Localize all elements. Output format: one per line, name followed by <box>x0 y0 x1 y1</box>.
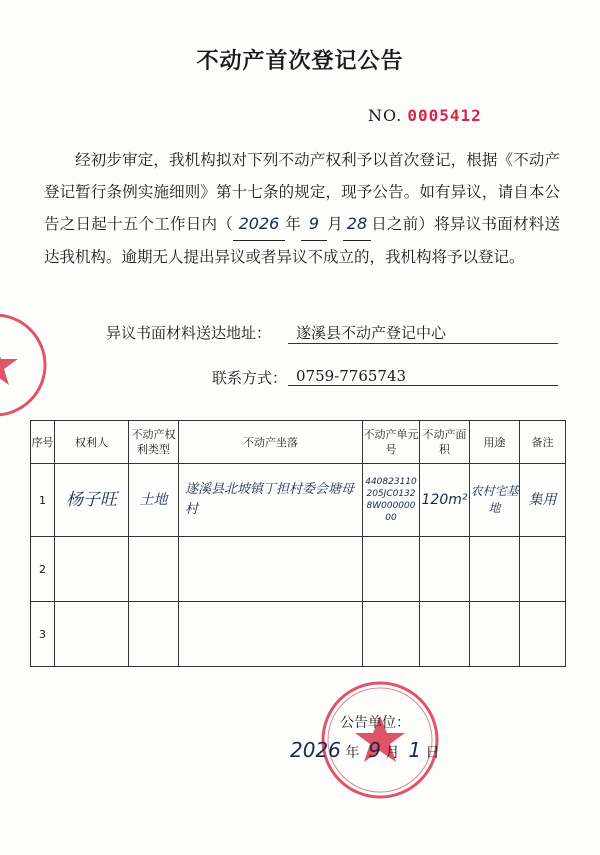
cell-unit-no <box>363 537 420 602</box>
document-number-value: 0005412 <box>407 106 482 125</box>
table-row <box>31 537 566 602</box>
cell-holder <box>55 602 129 667</box>
table-header-row <box>31 421 566 464</box>
cell-usage: 农村宅基地 <box>470 464 520 537</box>
year-suffix: 年 <box>284 215 301 233</box>
header-unit-no: 不动产单元号 <box>363 421 420 464</box>
contact-value: 0759-7765743 <box>288 367 558 386</box>
cell-usage <box>470 537 520 602</box>
signature-year: 2026 <box>290 738 341 762</box>
signature-day: 1 <box>408 738 422 762</box>
cell-location <box>179 602 363 667</box>
address-label: 异议书面材料送达地址： <box>106 324 272 342</box>
page-title: 不动产首次登记公告 <box>196 49 404 74</box>
month-suffix: 月 <box>326 215 343 233</box>
header-location: 不动产坐落 <box>179 421 363 464</box>
cell-unit-no <box>363 602 420 667</box>
header-usage: 用途 <box>470 421 520 464</box>
cell-remark: 集用 <box>520 464 566 537</box>
cell-seq: 2 <box>31 537 55 602</box>
deadline-year: 2026 <box>233 208 285 241</box>
cell-usage <box>470 602 520 667</box>
document-number <box>368 106 482 125</box>
signature-day-suffix: 日 <box>425 745 440 761</box>
notice-body-text-a: 经初步审定，我机构拟对下列不动产权利予以首次登记，根据《不动产登记暂行条例实施细则》第十七条的规定，现予公告。如有异议，请自本公告之日起十五个工作日内（ <box>44 151 560 233</box>
cell-area <box>420 537 470 602</box>
cell-holder <box>55 537 129 602</box>
deadline-month: 9 <box>301 208 327 241</box>
signature-month: 9 <box>368 738 381 762</box>
official-seal-left-partial <box>0 310 50 420</box>
cell-right-type <box>129 537 179 602</box>
deadline-day: 28 <box>343 208 371 241</box>
signature-date <box>290 738 440 762</box>
cell-unit-no: 440823110205JC01328W00000000 <box>363 464 420 537</box>
cell-remark <box>520 537 566 602</box>
document-number-prefix: NO. <box>368 106 403 125</box>
header-right-type: 不动产权利类型 <box>129 421 179 464</box>
signature-month-suffix: 月 <box>385 745 400 761</box>
cell-location <box>179 537 363 602</box>
cell-right-type: 土地 <box>129 464 179 537</box>
table-row <box>31 464 566 537</box>
cell-remark <box>520 602 566 667</box>
cell-holder: 杨子旺 <box>55 464 129 537</box>
cell-right-type <box>129 602 179 667</box>
contact-label: 联系方式： <box>212 369 288 387</box>
cell-seq: 1 <box>31 464 55 537</box>
cell-area: 120m² <box>420 464 470 537</box>
header-area: 不动产面 积 <box>420 421 470 464</box>
address-value: 遂溪县不动产登记中心 <box>288 322 558 344</box>
header-remark: 备注 <box>520 421 566 464</box>
registration-table <box>30 420 566 667</box>
signature-label: 公告单位： <box>340 715 410 731</box>
notice-body-text-b: 日之前）将异议书面材料送达我机构。逾期无人提出异议或者异议不成立的，我机构将予以登记。 <box>44 215 560 266</box>
notice-body <box>44 144 560 273</box>
cell-seq: 3 <box>31 602 55 667</box>
header-holder: 权利人 <box>55 421 129 464</box>
cell-location: 遂溪县北坡镇丁担村委会塘母村 <box>179 464 363 537</box>
table-row <box>31 602 566 667</box>
header-seq: 序号 <box>31 421 55 464</box>
signature-year-suffix: 年 <box>345 745 360 761</box>
cell-area <box>420 602 470 667</box>
